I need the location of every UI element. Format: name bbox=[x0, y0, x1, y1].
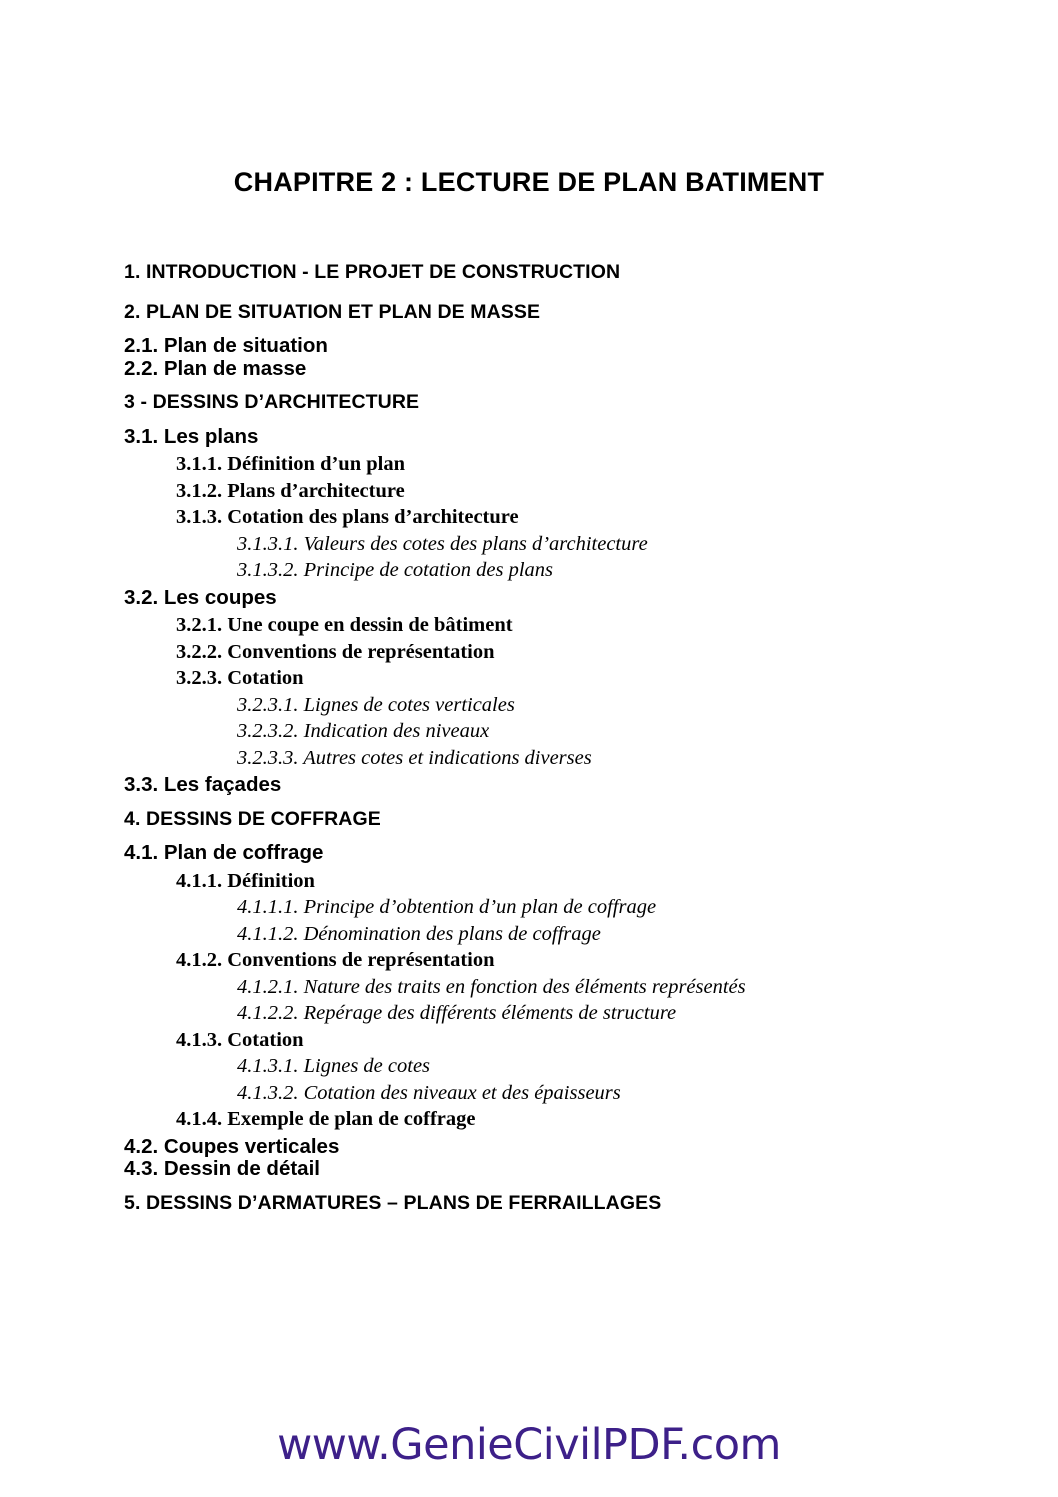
toc-entry-level-2[interactable]: 3.2. Les coupes bbox=[124, 585, 277, 609]
toc-entry-level-1[interactable]: 3 - DESSINS D’ARCHITECTURE bbox=[124, 391, 420, 413]
toc-entry-level-3[interactable]: 3.2.3. Cotation bbox=[176, 667, 304, 689]
toc-entry-level-1[interactable]: 1. INTRODUCTION - LE PROJET DE CONSTRUCTION bbox=[124, 261, 621, 283]
toc-entry-level-2[interactable]: 4.2. Coupes verticales bbox=[124, 1134, 340, 1158]
toc-entry-level-2[interactable]: 4.3. Dessin de détail bbox=[124, 1157, 320, 1180]
toc-entry-level-3[interactable]: 4.1.1. Définition bbox=[176, 869, 315, 892]
toc-entry-level-2[interactable]: 3.1. Les plans bbox=[124, 424, 259, 448]
toc-entry-level-2[interactable]: 3.3. Les façades bbox=[124, 773, 282, 796]
table-of-contents bbox=[0, 253, 1058, 1223]
toc-entry-level-4[interactable]: 4.1.1.1. Principe d’obtention d’un plan de coffrage bbox=[237, 896, 657, 918]
toc-entry-level-4[interactable]: 3.2.3.2. Indication des niveaux bbox=[237, 720, 490, 742]
toc-entry-level-4[interactable]: 3.1.3.1. Valeurs des cotes des plans d’architecture bbox=[237, 532, 648, 555]
toc-entry-level-4[interactable]: 4.1.1.2. Dénomination des plans de coffrage bbox=[237, 922, 601, 945]
toc-entry-level-4[interactable]: 4.1.2.1. Nature des traits en fonction des éléments représentés bbox=[237, 975, 746, 998]
toc-entry-level-2[interactable]: 2.2. Plan de masse bbox=[124, 356, 307, 380]
toc-entry-level-4[interactable]: 4.1.3.1. Lignes de cotes bbox=[237, 1055, 431, 1077]
toc-entry-level-1[interactable]: 5. DESSINS D’ARMATURES – PLANS DE FERRAILLAGES bbox=[124, 1191, 662, 1214]
toc-entry-level-3[interactable]: 4.1.3. Cotation bbox=[176, 1028, 304, 1051]
page-title: CHAPITRE 2 : LECTURE DE PLAN BATIMENT bbox=[233, 167, 825, 198]
toc-entry-level-4[interactable]: 3.1.3.2. Principe de cotation des plans bbox=[237, 559, 553, 581]
toc-entry-level-1[interactable]: 2. PLAN DE SITUATION ET PLAN DE MASSE bbox=[124, 300, 541, 323]
toc-entry-level-4[interactable]: 3.2.3.3. Autres cotes et indications diverses bbox=[237, 746, 592, 769]
toc-entry-level-3[interactable]: 4.1.2. Conventions de représentation bbox=[176, 949, 495, 971]
footer-watermark: www.GenieCivilPDF.com bbox=[277, 1420, 781, 1470]
toc-entry-level-4[interactable]: 4.1.3.2. Cotation des niveaux et des épaisseurs bbox=[237, 1081, 621, 1104]
toc-entry-level-2[interactable]: 2.1. Plan de situation bbox=[124, 334, 328, 357]
toc-entry-level-3[interactable]: 3.2.1. Une coupe en dessin de bâtiment bbox=[176, 614, 513, 636]
toc-entry-level-3[interactable]: 3.1.3. Cotation des plans d’architecture bbox=[176, 506, 519, 528]
toc-entry-level-2[interactable]: 4.1. Plan de coffrage bbox=[124, 841, 324, 864]
toc-entry-level-3[interactable]: 3.2.2. Conventions de représentation bbox=[176, 640, 495, 663]
toc-entry-level-1[interactable]: 4. DESSINS DE COFFRAGE bbox=[124, 807, 381, 830]
toc-entry-level-3[interactable]: 4.1.4. Exemple de plan de coffrage bbox=[176, 1108, 476, 1130]
toc-entry-level-3[interactable]: 3.1.2. Plans d’architecture bbox=[176, 479, 405, 502]
toc-entry-level-3[interactable]: 3.1.1. Définition d’un plan bbox=[176, 453, 405, 475]
toc-entry-level-4[interactable]: 3.2.3.1. Lignes de cotes verticales bbox=[237, 693, 515, 716]
toc-entry-level-4[interactable]: 4.1.2.2. Repérage des différents éléments de structure bbox=[237, 1002, 677, 1024]
